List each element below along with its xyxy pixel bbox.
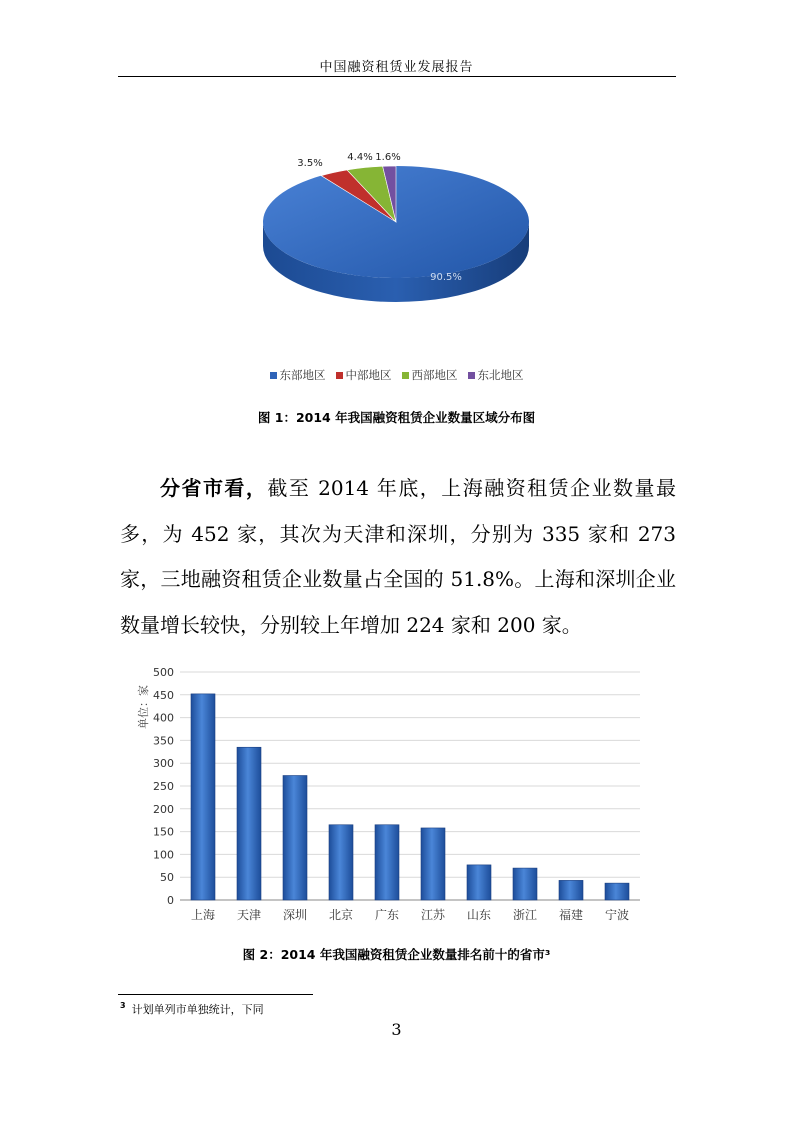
legend-swatch [468, 372, 475, 379]
y-tick-label: 450 [153, 688, 174, 702]
bar [605, 883, 629, 900]
pie-data-label: 1.6% [375, 152, 401, 163]
legend-label: 东北地区 [477, 368, 524, 382]
legend-swatch [270, 372, 277, 379]
legend-item-central [336, 367, 392, 383]
legend-label: 西部地区 [411, 368, 458, 382]
pie-data-label: 90.5% [430, 272, 462, 283]
body-lead: 分省市看， [160, 476, 268, 500]
running-header: 中国融资租赁业发展报告 [319, 60, 474, 75]
x-category-label: 浙江 [512, 908, 538, 922]
bar [421, 828, 445, 900]
footnote [120, 1001, 264, 1017]
legend-item-west [402, 367, 458, 383]
pie-chart [250, 140, 540, 340]
y-tick-label: 300 [153, 757, 174, 771]
x-category-label: 广东 [374, 908, 400, 922]
legend-item-northeast [468, 367, 524, 383]
legend-label: 中部地区 [345, 368, 392, 382]
x-category-label: 宁波 [604, 908, 630, 922]
y-tick-label: 200 [153, 802, 174, 816]
y-tick-label: 150 [153, 825, 174, 839]
y-tick-label: 350 [153, 734, 174, 748]
x-category-label: 江苏 [420, 908, 446, 922]
y-tick-label: 100 [153, 848, 174, 862]
page-number: 3 [391, 1020, 402, 1039]
bar [191, 694, 215, 900]
footnote-marker: 3 [120, 1001, 126, 1011]
bar-chart [120, 660, 660, 930]
bar [237, 747, 261, 900]
y-tick-label: 500 [153, 666, 174, 679]
bar [467, 865, 491, 900]
footnote-text: 计划单列市单独统计，下同 [131, 1003, 264, 1016]
y-tick-label: 250 [153, 780, 174, 793]
x-category-label: 深圳 [282, 908, 308, 922]
legend-swatch [402, 372, 409, 379]
y-axis-label: 单位：家 [137, 685, 150, 729]
y-tick-label: 400 [153, 711, 174, 725]
footnote-rule [118, 994, 313, 995]
legend-swatch [336, 372, 343, 379]
bar [559, 880, 583, 900]
x-category-label: 天津 [236, 908, 262, 922]
x-category-label: 福建 [558, 908, 584, 922]
legend-item-east [270, 367, 326, 383]
bar [283, 776, 307, 900]
body-paragraph [120, 466, 676, 648]
y-tick-label: 0 [167, 894, 174, 907]
legend-label: 东部地区 [279, 368, 326, 382]
x-category-label: 北京 [328, 908, 354, 922]
header-rule [118, 76, 676, 77]
body-text: 截至 2014 年底，上海融资租赁企业数量最多，为 452 家，其次为天津和深圳，分别为 335 家和 273 家，三地融资租赁企业数量占全国的 51.8%。上海和深圳企业数量增长较快，分别较上年增加 224 家和 200 家。 [120, 476, 676, 637]
pie-legend [0, 367, 793, 383]
pie-data-label: 3.5% [297, 158, 323, 169]
x-category-label: 山东 [466, 908, 492, 922]
x-category-label: 上海 [190, 908, 216, 922]
bar [375, 825, 399, 900]
figure2-caption: 图 2：2014 年我国融资租赁企业数量排名前十的省市³ [242, 947, 551, 962]
bar [329, 825, 353, 900]
bar [513, 868, 537, 900]
y-tick-label: 50 [160, 871, 174, 885]
pie-data-label: 4.4% [347, 152, 373, 163]
figure1-caption: 图 1：2014 年我国融资租赁企业数量区域分布图 [257, 410, 536, 425]
